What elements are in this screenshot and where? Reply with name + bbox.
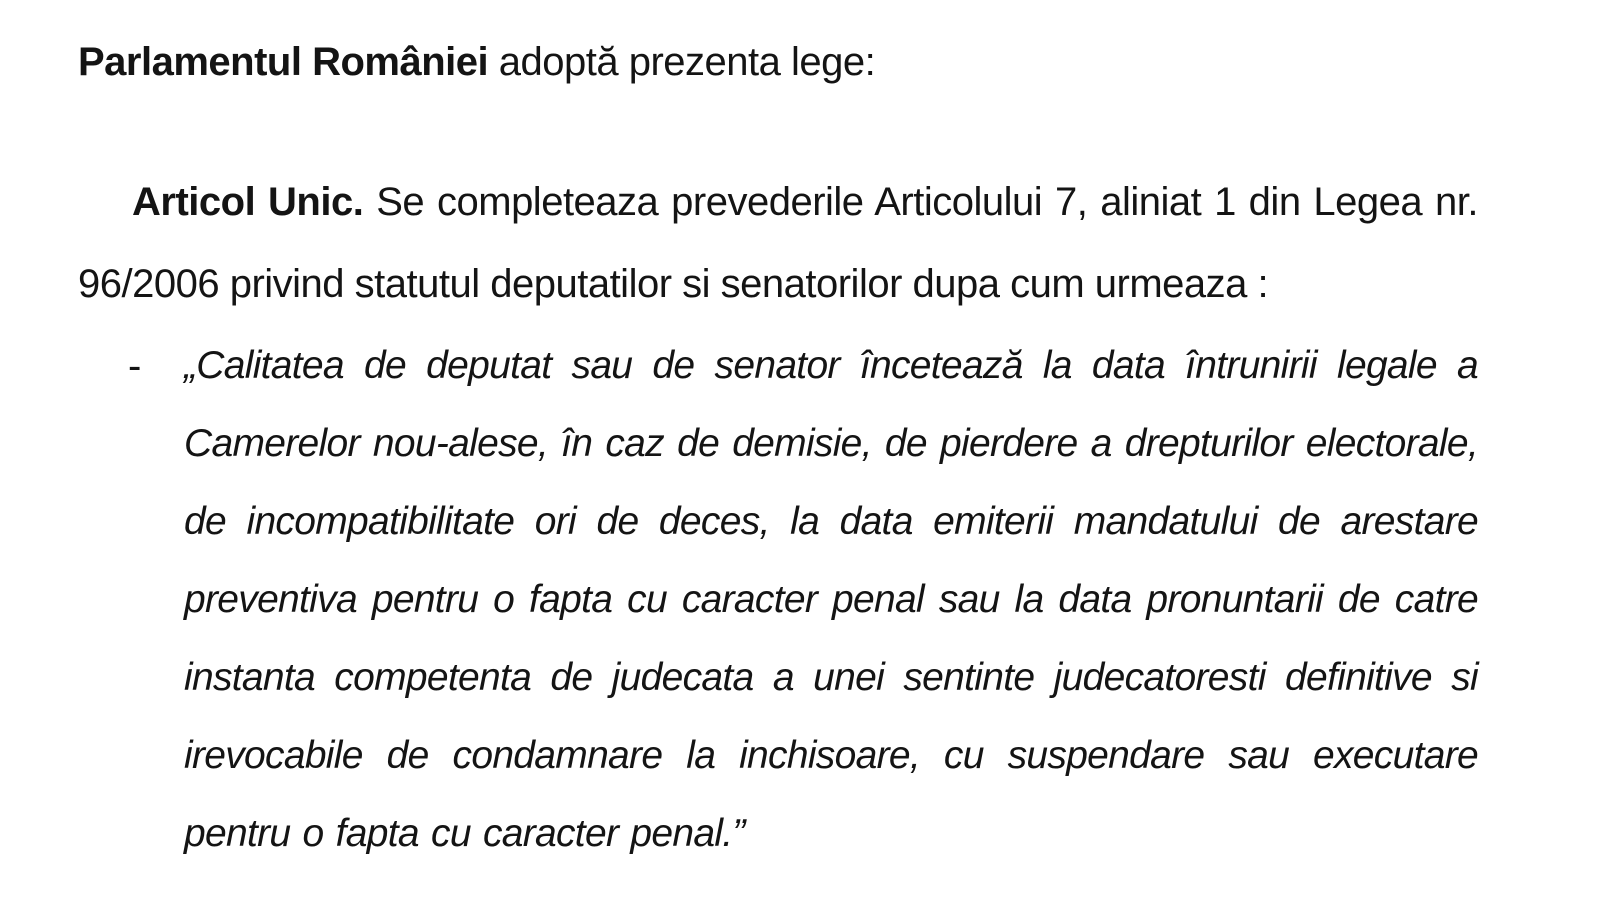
article-text-line1: Se completeaza prevederile Articolului 7, aliniat 1 din Legea nr. <box>363 180 1478 224</box>
preamble-line <box>78 38 875 86</box>
quoted-provision: „Calitatea de deputat sau de senator încetează la data întrunirii legale a Camerelor nou-alese, în caz de demisie, de pierdere a drepturilor electorale, de incompatibilitate ori de deces, la data emiterii mandatului de arestare preventiva pentru o fapta cu caracter penal sau la data pronuntarii de catre instanta competenta de judecata a unei sentinte judecatoresti definitive si irevocabile de condamnare la inchisoare, cu suspendare sau executare pentru o fapta cu caracter penal.” <box>184 344 1478 855</box>
preamble-text: adoptă prezenta lege: <box>488 40 876 84</box>
parliament-name: Parlamentul României <box>78 40 489 84</box>
article-first-line <box>132 178 1478 226</box>
article-second-line: 96/2006 privind statutul deputatilor si senatorilor dupa cum urmeaza : <box>78 262 1269 306</box>
bullet-marker: - <box>128 344 142 388</box>
article-label: Articol Unic. <box>132 180 364 224</box>
